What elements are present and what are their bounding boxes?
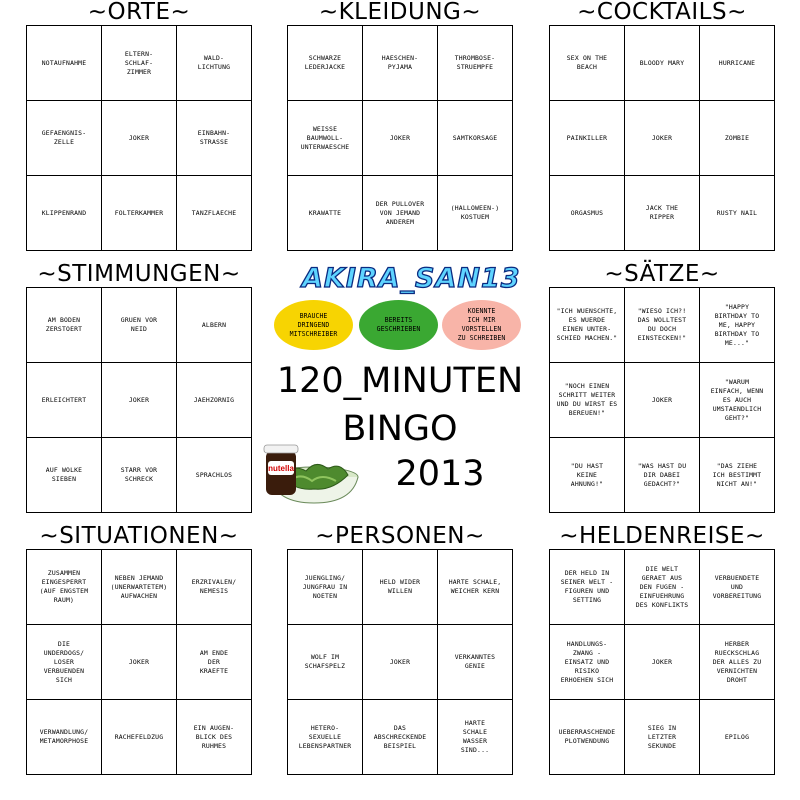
bingo-cell[interactable]: EINBAHN- STRASSE [177,101,252,176]
bingo-grid [549,0,775,251]
grid-cells [287,549,513,775]
bingo-cell[interactable]: SEX ON THE BEACH [550,26,625,101]
bingo-cell[interactable]: JOKER [625,363,700,438]
bingo-cell[interactable]: SCHWARZE LEDERJACKE [288,26,363,101]
bingo-cell[interactable]: HANDLUNGS- ZWANG - EINSATZ UND RISIKO ERHOEHEN SICH [550,625,625,700]
bingo-cell[interactable]: DER HELD IN SEINER WELT - FIGUREN UND SETTING [550,550,625,625]
bingo-cell[interactable]: AUF WOLKE SIEBEN [27,438,102,513]
bingo-cell[interactable]: JOKER [102,101,177,176]
bingo-cell[interactable]: RUSTY NAIL [700,176,775,251]
bingo-cell[interactable]: NOTAUFNAHME [27,26,102,101]
bingo-cell[interactable]: JOKER [363,625,438,700]
bingo-grid [287,0,513,251]
bingo-cell[interactable]: JACK THE RIPPER [625,176,700,251]
grid-cells [549,25,775,251]
bingo-cell[interactable]: TANZFLAECHE [177,176,252,251]
grid-cells [26,287,252,513]
bingo-cell[interactable]: AM BODEN ZERSTOERT [27,288,102,363]
grid-cells [26,25,252,251]
grid-cells [549,287,775,513]
bingo-cell[interactable]: EIN AUGEN- BLICK DES RUHMES [177,700,252,775]
bingo-cell[interactable]: GRUEN VOR NEID [102,288,177,363]
bingo-cell[interactable]: ZUSAMMEN EINGESPERRT (AUF ENGSTEM RAUM) [27,550,102,625]
bingo-cell[interactable]: ALBERN [177,288,252,363]
bingo-cell[interactable]: KLIPPENRAND [27,176,102,251]
grid-cells [549,549,775,775]
bingo-cell[interactable]: KRAWATTE [288,176,363,251]
nutella-bowl-image [262,437,362,505]
bingo-cell[interactable]: "WARUM EINFACH, WENN ES AUCH UMSTAENDLICH GEHT?" [700,363,775,438]
bingo-cell[interactable]: JAEHZORNIG [177,363,252,438]
bingo-cell[interactable]: DER PULLOVER VON JEMAND ANDEREM [363,176,438,251]
bingo-cell[interactable]: JOKER [625,101,700,176]
bingo-cell[interactable]: JOKER [102,625,177,700]
bingo-grid [26,0,252,251]
grid-title: ~SÄTZE~ [604,261,720,287]
bingo-title: 120_MINUTEN [276,361,524,401]
grid-cells [287,25,513,251]
bingo-cell[interactable]: HURRICANE [700,26,775,101]
grid-title: ~COCKTAILS~ [577,0,747,25]
bingo-cell[interactable]: NEBEN JEMAND (UNERWARTETEM) AUFWACHEN [102,550,177,625]
bingo-cell[interactable]: PAINKILLER [550,101,625,176]
legend-oval: KOENNTE ICH MIR VORSTELLEN ZU SCHREIBEN [442,300,521,350]
bingo-cell[interactable]: WEISSE BAUMWOLL- UNTERWAESCHE [288,101,363,176]
bingo-cell[interactable]: HAESCHEN- PYJAMA [363,26,438,101]
bingo-cell[interactable]: THROMBOSE- STRUEMPFE [438,26,513,101]
legend-oval: BEREITS GESCHRIEBEN [359,300,438,350]
bingo-cell[interactable]: DAS ABSCHRECKENDE BEISPIEL [363,700,438,775]
bingo-cell[interactable]: ZOMBIE [700,101,775,176]
legend-oval: BRAUCHE DRINGEND MITSCHREIBER [274,300,353,350]
bingo-cell[interactable]: ELTERN- SCHLAF- ZIMMER [102,26,177,101]
bingo-cell[interactable]: FOLTERKAMMER [102,176,177,251]
bingo-cell[interactable]: "DU HAST KEINE AHNUNG!" [550,438,625,513]
bingo-grid [26,261,252,513]
bingo-cell[interactable]: EPILOG [700,700,775,775]
bingo-cell[interactable]: HETERO- SEXUELLE LEBENSPARTNER [288,700,363,775]
bingo-cell[interactable]: "ICH WUENSCHTE, ES WUERDE EINEN UNTER- SCHIED MACHEN." [550,288,625,363]
bingo-cell[interactable]: DIE WELT GERAET AUS DEN FUGEN - EINFUEHRUNG DES KONFLIKTS [625,550,700,625]
bingo-cell[interactable]: JOKER [102,363,177,438]
bingo-grid [287,523,513,775]
grid-title: ~STIMMUNGEN~ [37,261,241,287]
bingo-cell[interactable]: STARR VOR SCHRECK [102,438,177,513]
bingo-cell[interactable]: BLOODY MARY [625,26,700,101]
grid-title: ~ORTE~ [87,0,191,25]
bingo-cell[interactable]: "WIESO ICH?! DAS WOLLTEST DU DOCH EINSTECKEN!" [625,288,700,363]
bingo-cell[interactable]: SIEG IN LETZTER SEKUNDE [625,700,700,775]
bingo-cell[interactable]: ERLEICHTERT [27,363,102,438]
bingo-cell[interactable]: "WAS HAST DU DIR DABEI GEDACHT?" [625,438,700,513]
bingo-cell[interactable]: JUENGLING/ JUNGFRAU IN NOETEN [288,550,363,625]
bingo-subtitle: BINGO [342,409,458,449]
bingo-grid [549,261,775,513]
bingo-cell[interactable]: JOKER [363,101,438,176]
bingo-cell[interactable]: VERWANDLUNG/ METAMORPHOSE [27,700,102,775]
bingo-cell[interactable]: RACHEFELDZUG [102,700,177,775]
bingo-grid [549,523,775,775]
bingo-year: 2013 [395,454,485,494]
bingo-cell[interactable]: HARTE SCHALE WASSER SIND... [438,700,513,775]
bingo-grid [26,523,252,775]
grid-title: ~KLEIDUNG~ [318,0,482,25]
bingo-cell[interactable]: JOKER [625,625,700,700]
bingo-cell[interactable]: HELD WIDER WILLEN [363,550,438,625]
bingo-cell[interactable]: HARTE SCHALE, WEICHER KERN [438,550,513,625]
bingo-cell[interactable]: (HALLOWEEN-) KOSTUEM [438,176,513,251]
bingo-cell[interactable]: "NOCH EINEN SCHRITT WEITER UND DU WIRST ES BEREUEN!" [550,363,625,438]
bingo-cell[interactable]: ORGASMUS [550,176,625,251]
bingo-cell[interactable]: WOLF IM SCHAFSPELZ [288,625,363,700]
bingo-cell[interactable]: "HAPPY BIRTHDAY TO ME, HAPPY BIRTHDAY TO ME..." [700,288,775,363]
bingo-cell[interactable]: DIE UNDERDOGS/ LOSER VERBUENDEN SICH [27,625,102,700]
bingo-cell[interactable]: VERBUENDETE UND VORBEREITUNG [700,550,775,625]
grid-title: ~PERSONEN~ [315,523,485,549]
grid-cells [26,549,252,775]
bingo-cell[interactable]: HERBER RUECKSCHLAG DER ALLES ZU VERNICHTEN DROHT [700,625,775,700]
bingo-cell[interactable]: SAMTKORSAGE [438,101,513,176]
bingo-cell[interactable]: "DAS ZIEHE ICH BESTIMMT NICHT AN!" [700,438,775,513]
nutella-label: nutella [268,464,294,473]
author-logo: AKIRA_SAN13 [302,263,521,294]
bingo-cell[interactable]: SPRACHLOS [177,438,252,513]
bingo-cell[interactable]: AM ENDE DER KRAEFTE [177,625,252,700]
bingo-cell[interactable]: UEBERRASCHENDE PLOTWENDUNG [550,700,625,775]
grid-title: ~SITUATIONEN~ [39,523,239,549]
grid-title: ~HELDENREISE~ [559,523,765,549]
bingo-cell[interactable]: GEFAENGNIS- ZELLE [27,101,102,176]
bingo-cell[interactable]: ERZRIVALEN/ NEMESIS [177,550,252,625]
bingo-cell[interactable]: WALD- LICHTUNG [177,26,252,101]
bingo-cell[interactable]: VERKANNTES GENIE [438,625,513,700]
